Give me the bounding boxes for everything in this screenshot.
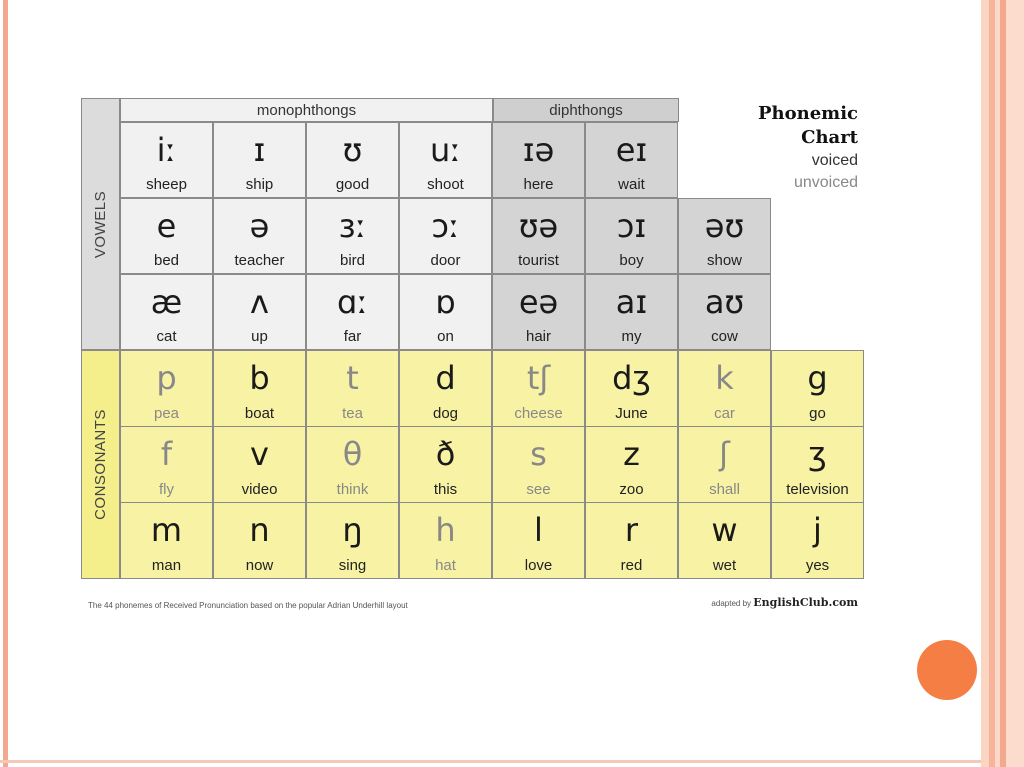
phoneme-cell	[678, 274, 771, 350]
example-word: my	[621, 328, 642, 345]
example-word: tourist	[518, 252, 559, 269]
phoneme-symbol: f	[160, 435, 173, 473]
phoneme-cell	[306, 426, 399, 503]
phoneme-symbol: j	[813, 511, 822, 549]
phoneme-cell	[771, 426, 864, 503]
example-word: cat	[156, 328, 177, 345]
example-word: up	[251, 328, 268, 345]
phoneme-cell	[213, 198, 306, 274]
example-word: pea	[153, 405, 180, 422]
credit-prefix: adapted by	[711, 599, 752, 608]
example-word: sing	[338, 557, 367, 574]
frame-left-border	[3, 0, 8, 767]
example-word: far	[343, 328, 362, 345]
example-word: video	[241, 481, 278, 498]
chart-title-line1: Phonemic	[757, 103, 858, 124]
example-word: man	[151, 557, 182, 574]
phoneme-symbol: uː	[429, 131, 462, 169]
example-word: hat	[435, 557, 456, 574]
phoneme-cell	[213, 350, 306, 427]
phoneme-symbol: ə	[249, 207, 270, 245]
phoneme-cell	[492, 426, 585, 503]
phoneme-cell	[678, 502, 771, 579]
phoneme-symbol: tʃ	[526, 359, 551, 397]
chart-title-line2: Chart	[801, 127, 858, 148]
phoneme-cell	[492, 502, 585, 579]
phoneme-cell	[492, 198, 585, 274]
phoneme-symbol: iː	[156, 131, 177, 169]
example-word: car	[714, 405, 735, 422]
phoneme-cell	[306, 122, 399, 198]
monophthongs-header: monophthongs	[120, 98, 493, 122]
phoneme-cell	[213, 502, 306, 579]
phoneme-cell	[399, 350, 492, 427]
example-word: hair	[525, 328, 551, 345]
example-word: shall	[709, 481, 740, 498]
phoneme-cell	[771, 502, 864, 579]
phoneme-cell	[399, 198, 492, 274]
example-word: show	[706, 252, 743, 269]
phoneme-symbol: ð	[435, 435, 456, 473]
phoneme-symbol: əʊ	[704, 207, 745, 245]
phoneme-cell	[492, 122, 585, 198]
example-word: June	[615, 405, 648, 422]
phoneme-cell	[492, 274, 585, 350]
phoneme-cell	[120, 426, 213, 503]
phoneme-symbol: ŋ	[342, 511, 363, 549]
phoneme-symbol: z	[623, 435, 640, 473]
example-word: think	[336, 481, 369, 498]
phoneme-symbol: e	[156, 207, 177, 245]
example-word: on	[437, 328, 454, 345]
example-word: shoot	[427, 176, 464, 193]
legend-unvoiced: unvoiced	[793, 174, 858, 191]
example-word: zoo	[619, 481, 644, 498]
phoneme-symbol: h	[435, 511, 456, 549]
phoneme-cell	[120, 122, 213, 198]
example-word: ship	[245, 176, 274, 193]
phoneme-symbol: k	[715, 359, 734, 397]
phoneme-symbol: ɪ	[253, 131, 266, 169]
example-word: sheep	[146, 176, 187, 193]
example-word: see	[526, 481, 551, 498]
phoneme-symbol: b	[249, 359, 270, 397]
phoneme-cell	[678, 198, 771, 274]
phoneme-symbol: w	[711, 511, 738, 549]
chart-caption: The 44 phonemes of Received Pronunciation based on the popular Adrian Underhill layout	[88, 601, 408, 610]
phoneme-symbol: r	[624, 511, 639, 549]
phoneme-symbol: ɪə	[522, 131, 555, 169]
example-word: bed	[153, 252, 180, 269]
chart-title-block	[700, 102, 858, 194]
example-word: television	[786, 481, 849, 498]
example-word: cheese	[514, 405, 563, 422]
phoneme-symbol: v	[250, 435, 269, 473]
phoneme-symbol: d	[435, 359, 456, 397]
phoneme-cell	[399, 122, 492, 198]
phoneme-symbol: g	[807, 359, 828, 397]
phoneme-symbol: ɔː	[431, 207, 460, 245]
credit-line	[700, 596, 858, 609]
phoneme-cell	[120, 502, 213, 579]
decor-stripe	[981, 0, 989, 767]
phoneme-cell	[399, 274, 492, 350]
phoneme-cell	[585, 274, 678, 350]
example-word: yes	[805, 557, 830, 574]
phoneme-cell	[678, 350, 771, 427]
orange-dot-decoration	[917, 640, 977, 700]
phoneme-symbol: p	[156, 359, 177, 397]
phoneme-cell	[306, 350, 399, 427]
example-word: door	[430, 252, 461, 269]
phoneme-symbol: aɪ	[615, 283, 648, 321]
phoneme-symbol: ʊə	[518, 207, 559, 245]
phoneme-cell	[585, 350, 678, 427]
phoneme-symbol: t	[346, 359, 359, 397]
phoneme-cell	[771, 350, 864, 427]
phoneme-cell	[585, 198, 678, 274]
phoneme-cell	[399, 502, 492, 579]
phoneme-cell	[585, 122, 678, 198]
legend-voiced: voiced	[811, 152, 858, 169]
phoneme-cell	[120, 198, 213, 274]
example-word: this	[433, 481, 458, 498]
phoneme-cell	[399, 426, 492, 503]
phoneme-symbol: ɒ	[435, 283, 456, 321]
vowels-side-label: VOWELS	[81, 98, 120, 350]
credit-brand-logo: EnglishClub.com	[753, 596, 858, 609]
example-word: go	[809, 405, 826, 422]
example-word: now	[245, 557, 274, 574]
phoneme-cell	[120, 274, 213, 350]
example-word: boat	[244, 405, 275, 422]
phoneme-symbol: ɑː	[336, 283, 369, 321]
phoneme-symbol: eɪ	[615, 131, 648, 169]
example-word: wet	[712, 557, 737, 574]
example-word: dog	[432, 405, 459, 422]
phoneme-symbol: ʃ	[719, 435, 730, 473]
phoneme-symbol: ʊ	[342, 131, 363, 169]
example-word: good	[335, 176, 370, 193]
example-word: cow	[711, 328, 738, 345]
frame-bottom-border	[0, 760, 1024, 763]
phoneme-cell	[492, 350, 585, 427]
phoneme-symbol: l	[534, 511, 543, 549]
phoneme-cell	[306, 274, 399, 350]
phoneme-symbol: ʒ	[808, 435, 827, 473]
phoneme-symbol: ɔɪ	[616, 207, 647, 245]
phoneme-symbol: m	[150, 511, 183, 549]
example-word: bird	[339, 252, 365, 269]
phoneme-symbol: aʊ	[704, 283, 745, 321]
phoneme-cell	[306, 198, 399, 274]
phoneme-symbol: s	[530, 435, 547, 473]
consonants-side-label: CONSONANTS	[81, 350, 120, 579]
phoneme-cell	[120, 350, 213, 427]
example-word: love	[524, 557, 553, 574]
phoneme-symbol: æ	[150, 283, 183, 321]
example-word: tea	[342, 405, 363, 422]
diphthongs-header: diphthongs	[493, 98, 679, 122]
phoneme-cell	[585, 426, 678, 503]
phoneme-cell	[585, 502, 678, 579]
example-word: red	[620, 557, 643, 574]
phoneme-symbol: eə	[518, 283, 559, 321]
phoneme-cell	[213, 274, 306, 350]
phoneme-symbol: dʒ	[612, 359, 651, 397]
example-word: boy	[619, 252, 644, 269]
phoneme-symbol: ʌ	[250, 283, 269, 321]
phoneme-cell	[213, 122, 306, 198]
phoneme-cell	[678, 426, 771, 503]
phoneme-symbol: θ	[342, 435, 363, 473]
phoneme-cell	[306, 502, 399, 579]
example-word: teacher	[234, 252, 285, 269]
phoneme-symbol: n	[249, 511, 270, 549]
decor-stripe	[1006, 0, 1024, 767]
example-word: fly	[159, 481, 174, 498]
phoneme-cell	[213, 426, 306, 503]
phoneme-symbol: ɜː	[338, 207, 367, 245]
example-word: here	[523, 176, 554, 193]
example-word: wait	[618, 176, 645, 193]
